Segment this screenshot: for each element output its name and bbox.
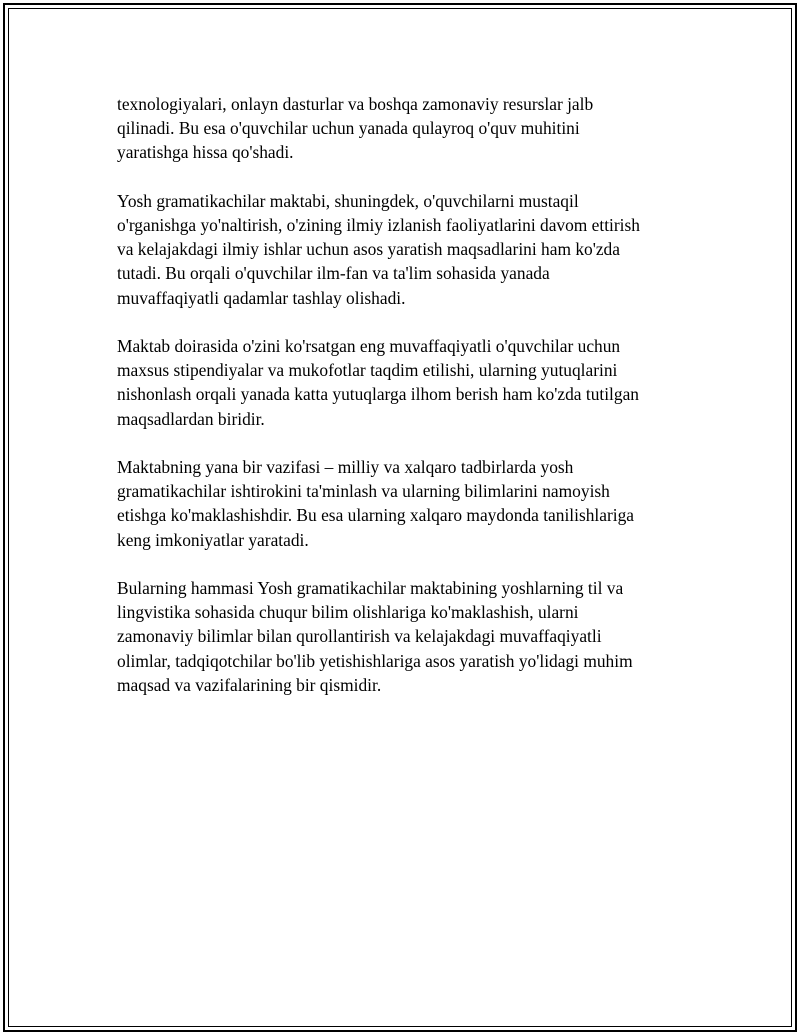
text-line: va kelajakdagi ilmiy ishlar uchun asos yaratish maqsadlarini ham ko'zda (117, 239, 620, 260)
text-line: etishga ko'maklashishdir. Bu esa ularning xalqaro maydonda tanilishlariga (117, 505, 635, 526)
text-line: maqsad va vazifalarining bir qismidir. (117, 674, 382, 695)
text-line: Maktab doirasida o'zini ko'rsatgan eng muvaffaqiyatli o'quvchilar uchun (117, 336, 621, 356)
text-line: texnologiyalari, onlayn dasturlar va boshqa zamonaviy resurslar jalb (117, 94, 594, 114)
text-line: lingvistika sohasida chuqur bilim olishlariga ko'maklashish, ularni (117, 602, 579, 623)
document-body (117, 92, 687, 721)
paragraph-1 (117, 92, 687, 165)
text-line: muvaffaqiyatli qadamlar tashlay olishadi. (117, 287, 406, 308)
text-line: tutadi. Bu orqali o'quvchilar ilm-fan va ta'lim sohasida yanada (117, 263, 550, 284)
paragraph-2 (117, 189, 687, 310)
text-line: Bularning hammasi Yosh gramatikachilar maktabining yoshlarning til va (117, 578, 624, 598)
text-line: o'rganishga yo'naltirish, o'zining ilmiy izlanish faoliyatlarini davom ettirish (117, 215, 640, 235)
paragraph-3 (117, 334, 687, 431)
text-line: keng imkoniyatlar yaratadi. (117, 529, 309, 550)
text-line: zamonaviy bilimlar bilan qurollantirish va kelajakdagi muvaffaqiyatli (117, 626, 602, 647)
text-line: olimlar, tadqiqotchilar bo'lib yetishishlariga asos yaratish yo'lidagi muhim (117, 650, 633, 671)
text-line: maxsus stipendiyalar va mukofotlar taqdim etilishi, ularning yutuqlarini (117, 360, 618, 381)
paragraph-5 (117, 576, 687, 697)
text-line: maqsadlardan biridir. (117, 408, 265, 429)
paragraph-4 (117, 455, 687, 552)
text-line: gramatikachilar ishtirokini ta'minlash va ularning bilimlarini namoyish (117, 481, 610, 502)
text-line: yaratishga hissa qo'shadi. (117, 142, 294, 163)
text-line: qilinadi. Bu esa o'quvchilar uchun yanada qulayroq o'quv muhitini (117, 118, 580, 139)
text-line: nishonlash orqali yanada katta yutuqlarga ilhom berish ham ko'zda tutilgan (117, 384, 639, 405)
text-line: Maktabning yana bir vazifasi – milliy va xalqaro tadbirlarda yosh (117, 457, 574, 477)
text-line: Yosh gramatikachilar maktabi, shuningdek, o'quvchilarni mustaqil (117, 190, 579, 211)
